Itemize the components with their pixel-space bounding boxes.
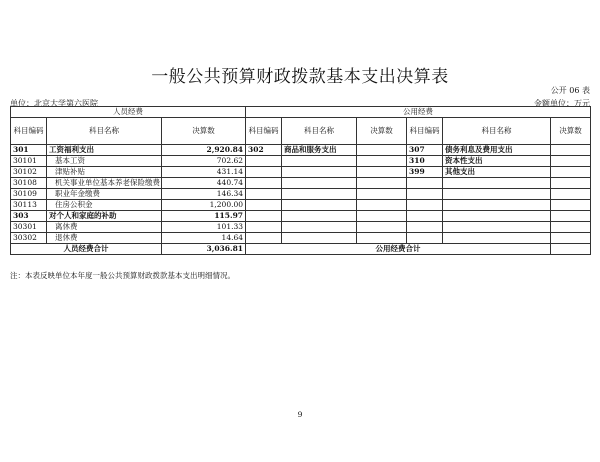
public-name [443,233,551,244]
personnel-name: 津贴补贴 [47,167,162,178]
public-name [443,211,551,222]
column-header-row [11,118,591,145]
public-code [407,222,443,233]
public-amount [551,167,591,178]
public-name [443,178,551,189]
public-amount [551,189,591,200]
public-code [407,211,443,222]
page-title: 一般公共预算财政拨款基本支出决算表 [151,67,449,87]
public-code [407,178,443,189]
table-row [11,178,591,189]
public-amount [357,167,407,178]
public-amount [551,145,591,156]
personnel-code: 303 [11,211,47,222]
personnel-code: 301 [11,145,47,156]
public-code [246,211,282,222]
personnel-code: 30102 [11,167,47,178]
col-header-name: 科目名称 [282,118,357,145]
public-name [443,189,551,200]
col-header-code: 科目编码 [407,118,443,145]
public-name [282,233,357,244]
table-row [11,167,591,178]
personnel-amount: 1,200.00 [162,200,246,211]
totals-row [11,244,591,255]
public-amount [551,178,591,189]
public-name: 资本性支出 [443,156,551,167]
public-code [407,200,443,211]
personnel-code: 30108 [11,178,47,189]
col-header-amount: 决算数 [357,118,407,145]
public-amount [551,200,591,211]
table-row [11,189,591,200]
public-amount [357,233,407,244]
unit-organization: 单位：北京大学第六医院 [10,99,98,108]
col-header-code: 科目编码 [246,118,282,145]
public-code: 307 [407,145,443,156]
personnel-name: 对个人和家庭的补助 [47,211,162,222]
group-header-row [11,107,591,118]
public-name [282,222,357,233]
public-code [246,189,282,200]
public-name [282,156,357,167]
public-group-header: 公用经费 [246,107,591,118]
public-code: 302 [246,145,282,156]
personnel-name: 机关事业单位基本养老保险缴费 [47,178,162,189]
public-code [246,178,282,189]
public-amount [357,200,407,211]
personnel-name: 工资福利支出 [47,145,162,156]
personnel-code: 30109 [11,189,47,200]
amount-unit: 金额单位：万元 [534,99,590,108]
public-code [246,156,282,167]
public-amount [551,222,591,233]
col-header-name: 科目名称 [47,118,162,145]
personnel-amount: 101.33 [162,222,246,233]
public-amount [551,156,591,167]
public-amount [551,233,591,244]
table-row [11,156,591,167]
public-amount [357,156,407,167]
personnel-name: 离休费 [47,222,162,233]
personnel-code: 30101 [11,156,47,167]
public-amount [357,222,407,233]
public-code [246,200,282,211]
col-header-amount: 决算数 [162,118,246,145]
personnel-code: 30302 [11,233,47,244]
personnel-name: 基本工资 [47,156,162,167]
public-code [246,222,282,233]
personnel-total-amount: 3,036.81 [162,244,246,255]
expenditure-table [10,106,591,255]
table-row [11,233,591,244]
personnel-amount: 115.97 [162,211,246,222]
public-name: 债务利息及费用支出 [443,145,551,156]
public-code [246,233,282,244]
personnel-group-header: 人员经费 [11,107,246,118]
public-amount [357,178,407,189]
table-row [11,211,591,222]
table-row [11,200,591,211]
public-amount [357,189,407,200]
public-code [407,189,443,200]
table-note: 注：本表反映单位本年度一般公共预算财政拨款基本支出明细情况。 [10,271,235,280]
public-name [282,189,357,200]
personnel-name: 住房公积金 [47,200,162,211]
public-name [282,178,357,189]
public-name: 商品和服务支出 [282,145,357,156]
col-header-name: 科目名称 [443,118,551,145]
personnel-amount: 146.34 [162,189,246,200]
public-amount [551,211,591,222]
personnel-name: 退休费 [47,233,162,244]
personnel-amount: 702.62 [162,156,246,167]
public-code: 310 [407,156,443,167]
public-code [246,167,282,178]
public-total-amount [551,244,591,255]
personnel-name: 职业年金缴费 [47,189,162,200]
public-name: 其他支出 [443,167,551,178]
public-amount [357,145,407,156]
col-header-code: 科目编码 [11,118,47,145]
public-name [282,167,357,178]
personnel-code: 30301 [11,222,47,233]
page-number: 9 [297,410,303,419]
personnel-amount: 431.14 [162,167,246,178]
personnel-amount: 2,920.84 [162,145,246,156]
personnel-total-label: 人员经费合计 [11,244,162,255]
public-name [282,211,357,222]
public-name [282,200,357,211]
table-row [11,222,591,233]
public-name [443,222,551,233]
public-code: 399 [407,167,443,178]
col-header-amount: 决算数 [551,118,591,145]
personnel-amount: 440.74 [162,178,246,189]
public-name [443,200,551,211]
table-code: 公开 06 表 [550,86,590,95]
public-code [407,233,443,244]
personnel-code: 30113 [11,200,47,211]
public-total-label: 公用经费合计 [246,244,551,255]
public-amount [357,211,407,222]
personnel-amount: 14.64 [162,233,246,244]
table-row [11,145,591,156]
